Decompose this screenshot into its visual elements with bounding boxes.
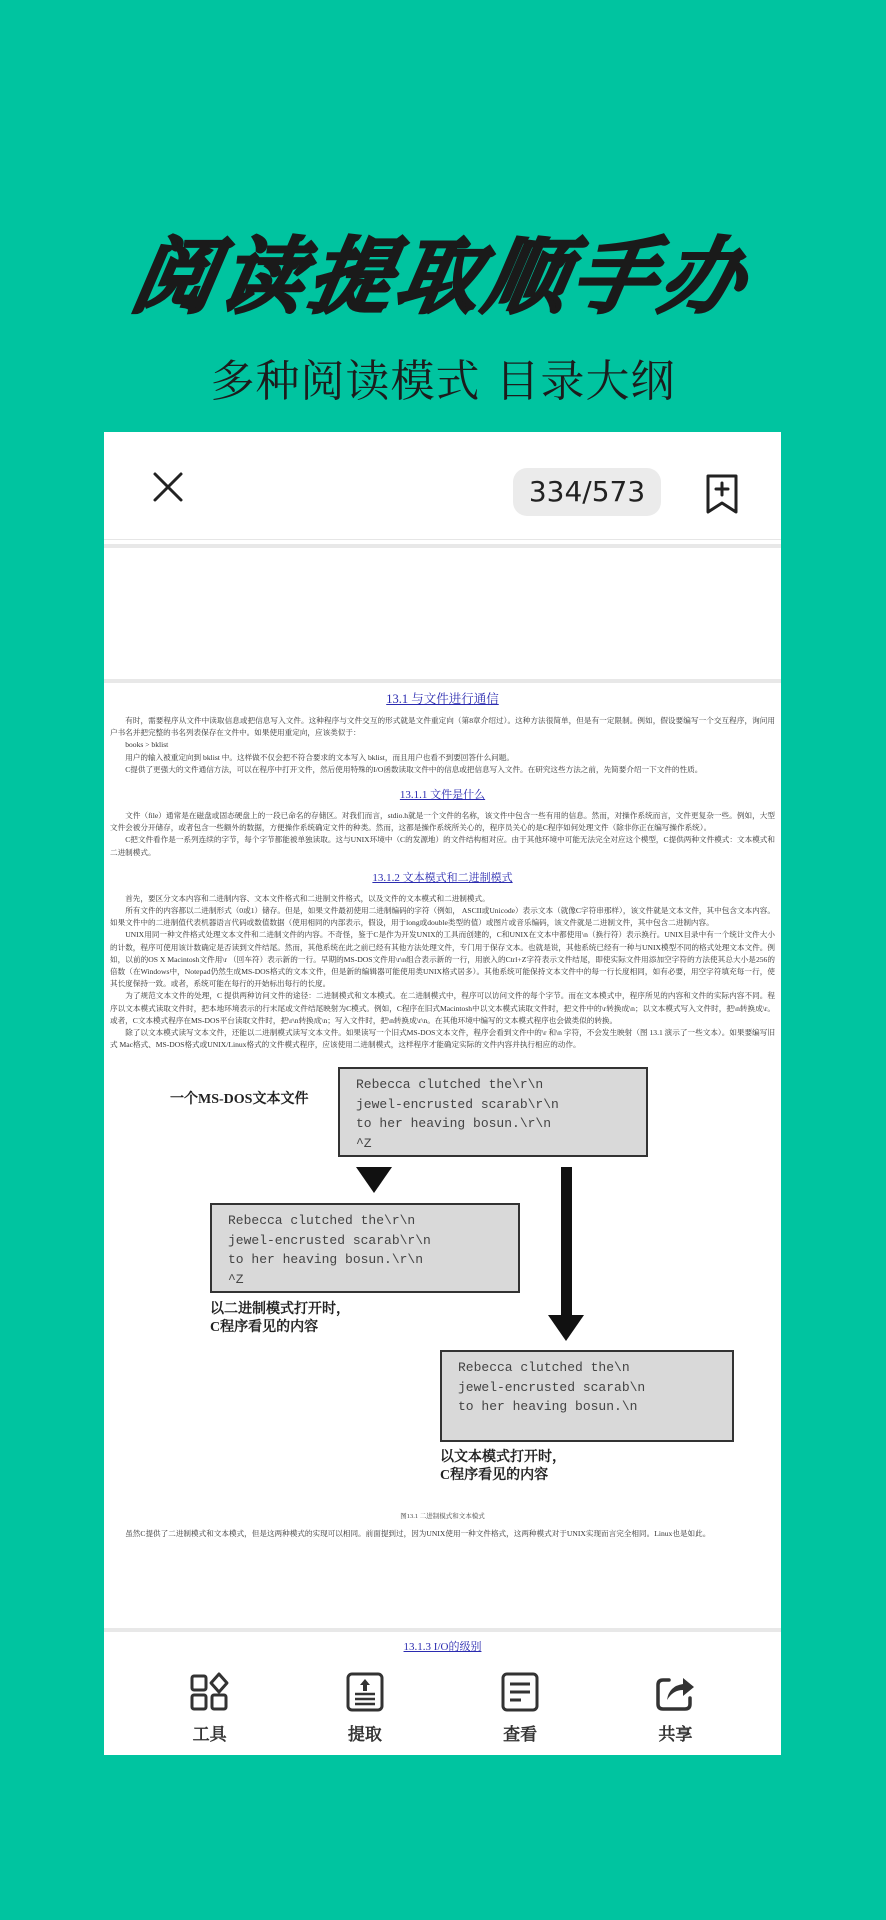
code-line: ^Z: [356, 1135, 372, 1151]
page-divider: [104, 544, 781, 548]
document-viewport[interactable]: [104, 540, 781, 1660]
code-line: to her heaving bosun.\n: [458, 1399, 638, 1415]
share-button[interactable]: [620, 1660, 730, 1745]
figure-source-label: 一个MS-DOS文本文件: [170, 1092, 309, 1108]
paragraph: 首先，要区分文本内容和二进制内容、文本文件格式和二进制文件格式，以及文件的文本模式和二进制模式。: [125, 893, 490, 903]
section-heading[interactable]: 13.1 与文件进行通信: [386, 692, 499, 706]
view-label: 查看: [503, 1725, 538, 1745]
view-document-icon: [498, 1670, 542, 1714]
msdos-file-box: [338, 1067, 648, 1157]
code-line: to her heaving bosun.\r\n: [356, 1116, 552, 1132]
arrow-down-icon: [548, 1315, 584, 1341]
figure-13-1: [110, 1057, 775, 1507]
code-line: jewel-encrusted scarab\r\n: [356, 1096, 559, 1112]
promo-headline: 阅读提取顺手办: [125, 230, 759, 325]
text-mode-box: [440, 1350, 734, 1442]
text-mode-label: [440, 1449, 566, 1485]
bookmark-add-icon: [700, 472, 744, 516]
label-line: 以文本模式打开时，: [440, 1450, 566, 1466]
share-label: 共享: [658, 1725, 693, 1745]
add-bookmark-button[interactable]: [700, 472, 744, 516]
code-line: Rebecca clutched the\r\n: [356, 1077, 544, 1093]
reader-header: [104, 432, 781, 540]
code-line: Rebecca clutched the\r\n: [228, 1213, 416, 1229]
promo-subheadline: 多种阅读模式 目录大纲: [210, 356, 676, 407]
view-button[interactable]: [465, 1660, 575, 1745]
close-icon: [148, 467, 188, 507]
paragraph: 为了规范文本文件的处理，C 提供两种访问文件的途径：二进制模式和文本模式。在二进制模式中，程序可以访问文件的每个字节。而在文本模式中，程序所见的内容和文件的实际内容不同。程序以文本模式读取文件时，把本地环境表示的行末尾或文件结尾映射为C模式。例如，C程序在旧式Macintosh中以文本模式读取文件时，把文件中的\r转换成\n；以文本模式写入文件时，把\n转换成\r。或者，C文本模式程序在MS-DOS平台读取文件时，把\r\n转换成\n；写入文件时，把\n转换成\r\n。在其他环境中编写的文本模式程序也会做类似的转换。: [110, 991, 775, 1025]
document-page: [104, 1632, 781, 1660]
paragraph: C把文件看作是一系列连续的字节，每个字节都能被单独读取。这与UNIX环境中（C的发源地）的文件结构相对应。由于其他环境中可能无法完全对应这个模型，C提供两种文件模式：文本模式和二进制模式。: [110, 835, 775, 857]
paragraph: C提供了更强大的文件通信方法，可以在程序中打开文件，然后使用特殊的I/O函数读取文件中的信息或把信息写入文件。在研究这些方法之前，先简要介绍一下文件的性质。: [125, 764, 703, 774]
paragraph: 所有文件的内容都以二进制形式（0或1）储存。但是，如果文件最初使用二进制编码的字符（例如， ASCII或Unicode）表示文本（就像C字符串那样），该文件就是文本文件，其中包含文本内容。如果文件中的二进制值代表机器语言代码或数值数据（使用相同的内部表示，假设，用于long或double类型的值）或图片或音乐编码，该文件就是二进制文件，其中包含二进制内容。: [110, 906, 775, 928]
extract-button[interactable]: [310, 1660, 420, 1745]
close-button[interactable]: [148, 467, 188, 507]
label-line: C程序看见的内容: [440, 1468, 549, 1484]
label-line: 以二进制模式打开时，: [210, 1302, 350, 1318]
binary-mode-box: [210, 1203, 520, 1293]
code-line: jewel-encrusted scarab\r\n: [228, 1232, 431, 1248]
label-line: C程序看见的内容: [210, 1320, 319, 1336]
paragraph: 文件（file）通常是在磁盘或固态硬盘上的一段已命名的存储区。对我们而言，stdio.h就是一个文件的名称，该文件中包含一些有用的信息。然而，对操作系统而言，文件更复杂一些。例如，大型文件会被分开储存，或者包含一些额外的数据，方便操作系统确定文件的种类。然而，这都是操作系统所关心的，程序员关心的是C程序如何处理文件（除非你正在编写操作系统）。: [110, 811, 775, 833]
section-heading[interactable]: 13.1.1 文件是什么: [399, 789, 486, 802]
code-line: to her heaving bosun.\r\n: [228, 1252, 424, 1268]
arrow-down-icon: [356, 1167, 392, 1193]
tools-button[interactable]: [155, 1660, 265, 1745]
binary-mode-label: [210, 1301, 350, 1337]
figure-caption: 图13.1 二进制模式和文本模式: [400, 1513, 485, 1521]
extract-icon: [343, 1670, 387, 1714]
tools-grid-icon: [188, 1670, 232, 1714]
code-line: Rebecca clutched the\n: [458, 1360, 630, 1376]
page-indicator[interactable]: 334/573: [513, 468, 661, 516]
section-heading[interactable]: 13.1.2 文本模式和二进制模式: [372, 871, 513, 884]
arrow-shaft: [561, 1167, 572, 1317]
section-heading[interactable]: 13.1.3 I/O的级别: [403, 1641, 482, 1653]
document-page: [104, 683, 781, 1628]
tools-label: 工具: [192, 1725, 227, 1745]
bottom-toolbar: [104, 1660, 781, 1755]
reader-screen: [104, 432, 781, 1755]
share-icon: [653, 1670, 697, 1714]
paragraph: books > bklist: [125, 740, 169, 750]
paragraph: UNIX用同一种文件格式处理文本文件和二进制文件的内容。不奇怪，鉴于C是作为开发UNIX的工具而创建的，C和UNIX在文本中都使用\n（换行符）表示换行。UNIX目录中有一个统计文件大小的计数，程序可使用该计数确定是否读到文件结尾。然而，其他系统在此之前已经有其他方法处理文件，专门用于保存文本。也就是说，其他系统已经有一种与UNIX模型不同的格式处理文本文件。例如，以前的OS X Macintosh文件用\r （回车符）表示新的一行。早期的MS-DOS文件用\r\n组合表示新的一行，用嵌入的Ctrl+Z字符表示文件结尾，即使实际文件用添加空字符的方法使其总大小是256的倍数（在Windows中，Notepad仍然生成MS-DOS格式的文本文件，但是新的编辑器可能使用类UNIX格式居多）。其他系统可能保持文本文件中的每一行长度相同，如有必要，用空字符填充每一行，使其长度保持一致。或者，系统可能在每行的开始标出每行的长度。: [110, 930, 775, 989]
code-line: jewel-encrusted scarab\n: [458, 1379, 646, 1395]
paragraph: 除了以文本模式读写文本文件，还能以二进制模式读写文本文件。如果读写一个旧式MS-DOS文本文件，程序会看到文件中的\r 和\n 字符，不会发生映射（图 13.1 演示了一些文本）。如果要编写旧式 Mac格式、MS-DOS格式或UNIX/Linux格式的文件模式程序，应该使用二进制模式，这样程序才能确定实际的文件内容并执行相应的动作。: [110, 1028, 775, 1050]
code-line: ^Z: [228, 1271, 244, 1287]
paragraph: 有时，需要程序从文件中读取信息或把信息写入文件。这种程序与文件交互的形式就是文件重定向（第8章介绍过）。这种方法很简单，但是有一定限制。例如，假设要编写一个交互程序，询问用户书名并把完整的书名列表保存在文件中。如果使用重定向，应该类似于：: [110, 716, 775, 738]
paragraph: 用户的输入被重定向到 bklist 中。这样做不仅会把不符合要求的文本写入 bklist，而且用户也看不到要回答什么问题。: [125, 752, 514, 762]
extract-label: 提取: [347, 1725, 382, 1745]
paragraph: 虽然C提供了二进制模式和文本模式，但是这两种模式的实现可以相同。前面提到过，因为UNIX使用一种文件格式，这两种模式对于UNIX实现而言完全相同。Linux也是如此。: [125, 1529, 711, 1539]
